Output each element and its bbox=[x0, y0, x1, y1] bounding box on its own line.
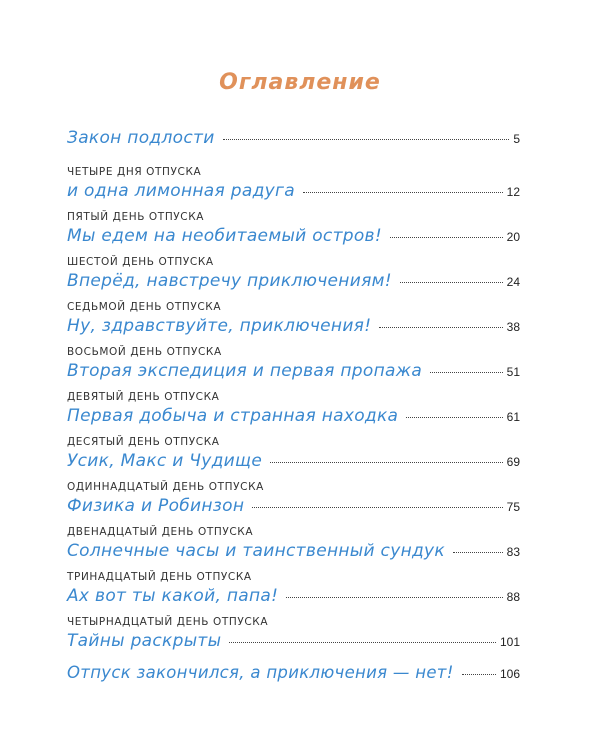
page-number: 12 bbox=[506, 185, 520, 199]
toc-entry-3[interactable] bbox=[67, 209, 520, 250]
toc-row bbox=[67, 361, 520, 385]
chapter-title: Ну, здравствуйте, приключения! bbox=[67, 316, 372, 336]
page-number: 51 bbox=[506, 365, 520, 379]
table-of-contents bbox=[67, 128, 520, 687]
chapter-title: Первая добыча и странная находка bbox=[67, 406, 399, 426]
chapter-day-label: ДЕВЯТЫЙ ДЕНЬ ОТПУСКА bbox=[67, 391, 220, 403]
dot-leader bbox=[462, 674, 496, 675]
chapter-title: Вторая экспедиция и первая пропажа bbox=[67, 361, 423, 381]
page-number: 38 bbox=[506, 320, 520, 334]
toc-row bbox=[67, 316, 520, 340]
dot-leader bbox=[223, 139, 510, 140]
chapter-day-label: ТРИНАДЦАТЫЙ ДЕНЬ ОТПУСКА bbox=[67, 571, 252, 583]
toc-entry-2[interactable] bbox=[67, 164, 520, 205]
page-number: 69 bbox=[506, 455, 520, 469]
toc-entry-13[interactable] bbox=[67, 663, 520, 687]
toc-entry-8[interactable] bbox=[67, 434, 520, 475]
page-number: 24 bbox=[506, 275, 520, 289]
toc-entry-12[interactable] bbox=[67, 614, 520, 655]
chapter-title: Тайны раскрыты bbox=[67, 631, 222, 651]
toc-row bbox=[67, 663, 520, 687]
toc-entry-9[interactable] bbox=[67, 479, 520, 520]
chapter-day-label: ЧЕТЫРЕ ДНЯ ОТПУСКА bbox=[67, 166, 202, 178]
dot-leader bbox=[430, 372, 503, 373]
toc-row bbox=[67, 406, 520, 430]
chapter-day-label: ОДИННАДЦАТЫЙ ДЕНЬ ОТПУСКА bbox=[67, 481, 264, 493]
chapter-day-label: ДВЕНАДЦАТЫЙ ДЕНЬ ОТПУСКА bbox=[67, 526, 254, 538]
toc-entry-1[interactable] bbox=[67, 128, 520, 152]
chapter-title: Отпуск закончился, а приключения — нет! bbox=[67, 663, 454, 682]
toc-row bbox=[67, 631, 520, 655]
page-title: Оглавление bbox=[219, 70, 381, 95]
toc-entry-5[interactable] bbox=[67, 299, 520, 340]
toc-row bbox=[67, 496, 520, 520]
toc-entry-11[interactable] bbox=[67, 569, 520, 610]
dot-leader bbox=[303, 192, 503, 193]
toc-row bbox=[67, 541, 520, 565]
toc-entry-6[interactable] bbox=[67, 344, 520, 385]
chapter-title: Солнечные часы и таинственный сундук bbox=[67, 541, 445, 561]
dot-leader bbox=[379, 327, 502, 328]
dot-leader bbox=[406, 417, 502, 418]
chapter-day-label: ЧЕТЫРНАДЦАТЫЙ ДЕНЬ ОТПУСКА bbox=[67, 616, 269, 628]
page-number: 106 bbox=[499, 667, 520, 681]
toc-entry-4[interactable] bbox=[67, 254, 520, 295]
chapter-title: Закон подлости bbox=[67, 128, 215, 148]
page-number: 88 bbox=[506, 590, 520, 604]
toc-row bbox=[67, 271, 520, 295]
dot-leader bbox=[390, 237, 503, 238]
dot-leader bbox=[229, 642, 496, 643]
chapter-title: Мы едем на необитаемый остров! bbox=[67, 226, 382, 246]
toc-row bbox=[67, 226, 520, 250]
page-number: 101 bbox=[499, 635, 520, 649]
dot-leader bbox=[252, 507, 502, 508]
page-number: 20 bbox=[506, 230, 520, 244]
chapter-day-label: СЕДЬМОЙ ДЕНЬ ОТПУСКА bbox=[67, 301, 222, 313]
chapter-title: Вперёд, навстречу приключениям! bbox=[67, 271, 392, 291]
page-number: 5 bbox=[513, 132, 520, 146]
chapter-day-label: ВОСЬМОЙ ДЕНЬ ОТПУСКА bbox=[67, 346, 222, 358]
chapter-day-label: ШЕСТОЙ ДЕНЬ ОТПУСКА bbox=[67, 256, 214, 268]
dot-leader bbox=[286, 597, 502, 598]
page-number: 83 bbox=[506, 545, 520, 559]
dot-leader bbox=[270, 462, 503, 463]
chapter-day-label: ПЯТЫЙ ДЕНЬ ОТПУСКА bbox=[67, 211, 205, 223]
chapter-title: и одна лимонная радуга bbox=[67, 181, 295, 201]
toc-entry-7[interactable] bbox=[67, 389, 520, 430]
dot-leader bbox=[400, 282, 503, 283]
toc-row bbox=[67, 586, 520, 610]
page-number: 61 bbox=[506, 410, 520, 424]
toc-row bbox=[67, 128, 520, 152]
toc-entry-10[interactable] bbox=[67, 524, 520, 565]
chapter-title: Усик, Макс и Чудище bbox=[67, 451, 263, 471]
chapter-title: Физика и Робинзон bbox=[67, 496, 245, 516]
toc-row bbox=[67, 181, 520, 205]
toc-row bbox=[67, 451, 520, 475]
chapter-title: Ах вот ты какой, папа! bbox=[67, 586, 279, 606]
chapter-day-label: ДЕСЯТЫЙ ДЕНЬ ОТПУСКА bbox=[67, 436, 220, 448]
dot-leader bbox=[453, 552, 503, 553]
page-number: 75 bbox=[506, 500, 520, 514]
